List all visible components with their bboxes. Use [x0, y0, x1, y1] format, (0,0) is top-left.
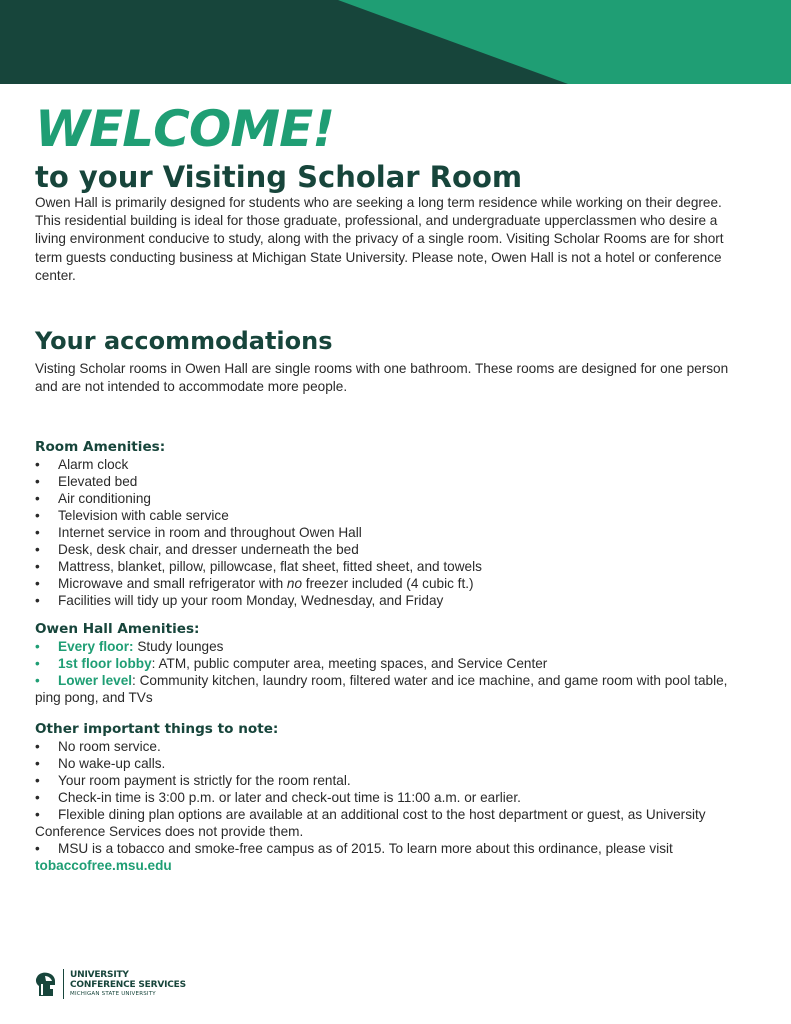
list-item: • Mattress, blanket, pillow, pillowcase, flat sheet, fitted sheet, and towels [35, 559, 482, 575]
room-amenities-heading: Room Amenities: [35, 439, 166, 456]
list-item: • Air conditioning [35, 491, 151, 507]
list-item: • MSU is a tobacco and smoke-free campus as of 2015. To learn more about this ordinance, please visit tobaccofree.msu.edu [35, 841, 673, 874]
other-notes-section [35, 720, 735, 874]
footer-divider [63, 969, 64, 999]
footer-logo [33, 969, 186, 999]
list-item: • No wake-up calls. [35, 756, 166, 772]
list-item: • Your room payment is strictly for the room rental. [35, 773, 351, 789]
spartan-helmet-icon [33, 971, 57, 998]
footer-line-1: UNIVERSITY [70, 970, 129, 980]
list-item: • Television with cable service [35, 508, 229, 524]
list-item: • Check-in time is 3:00 p.m. or later and check-out time is 11:00 a.m. or earlier. [35, 790, 521, 806]
intro-paragraph: Owen Hall is primarily designed for students who are seeking a long term residence while working on their degree. This residential building is ideal for those graduate, professional, and undergraduate upperclassmen who desire a living environment conducive to study, along with the privacy of a single room. Visiting Scholar Rooms are for short term guests conducting business at Michigan State University. Please note, Owen Hall is not a hotel or conference center. [35, 195, 724, 283]
welcome-title: WELCOME! [35, 100, 335, 158]
header-banner [0, 0, 791, 84]
owen-amenities-list [35, 638, 735, 706]
list-item: • Facilities will tidy up your room Monday, Wednesday, and Friday [35, 593, 444, 609]
list-item: • 1st floor lobby: ATM, public computer area, meeting spaces, and Service Center [35, 656, 548, 672]
list-item: • Every floor: Study lounges [35, 639, 224, 655]
owen-amenities-heading: Owen Hall Amenities: [35, 621, 200, 638]
list-item: • Desk, desk chair, and dresser underneath the bed [35, 542, 359, 558]
page-subtitle: to your Visiting Scholar Room [35, 160, 523, 194]
list-item: • Alarm clock [35, 457, 129, 473]
footer-wordmark [70, 970, 186, 998]
list-item: • Flexible dining plan options are available at an additional cost to the host department or guest, as University Conference Services does not provide them. [35, 807, 706, 840]
owen-amenities-section [35, 620, 735, 706]
list-item: • Internet service in room and throughout Owen Hall [35, 525, 362, 541]
tobacco-free-link[interactable]: tobaccofree.msu.edu [35, 858, 172, 874]
other-notes-heading: Other important things to note: [35, 721, 279, 738]
room-amenities-section [35, 438, 735, 609]
list-item: • Microwave and small refrigerator with no freezer included (4 cubic ft.) [35, 576, 474, 592]
room-amenities-list [35, 456, 735, 609]
accommodations-paragraph: Visting Scholar rooms in Owen Hall are single rooms with one bathroom. These rooms are designed for one person and are not intended to accommodate more people. [35, 361, 729, 395]
footer-line-3: MICHIGAN STATE UNIVERSITY [70, 991, 156, 997]
other-notes-list [35, 738, 735, 874]
list-item: • No room service. [35, 739, 161, 755]
list-item: • Lower level: Community kitchen, laundry room, filtered water and ice machine, and game room with pool table, ping pong, and TVs [35, 673, 728, 706]
main-content [35, 100, 735, 874]
footer-line-2: CONFERENCE SERVICES [70, 980, 186, 990]
list-item: • Elevated bed [35, 474, 138, 490]
accommodations-heading: Your accommodations [35, 327, 333, 356]
